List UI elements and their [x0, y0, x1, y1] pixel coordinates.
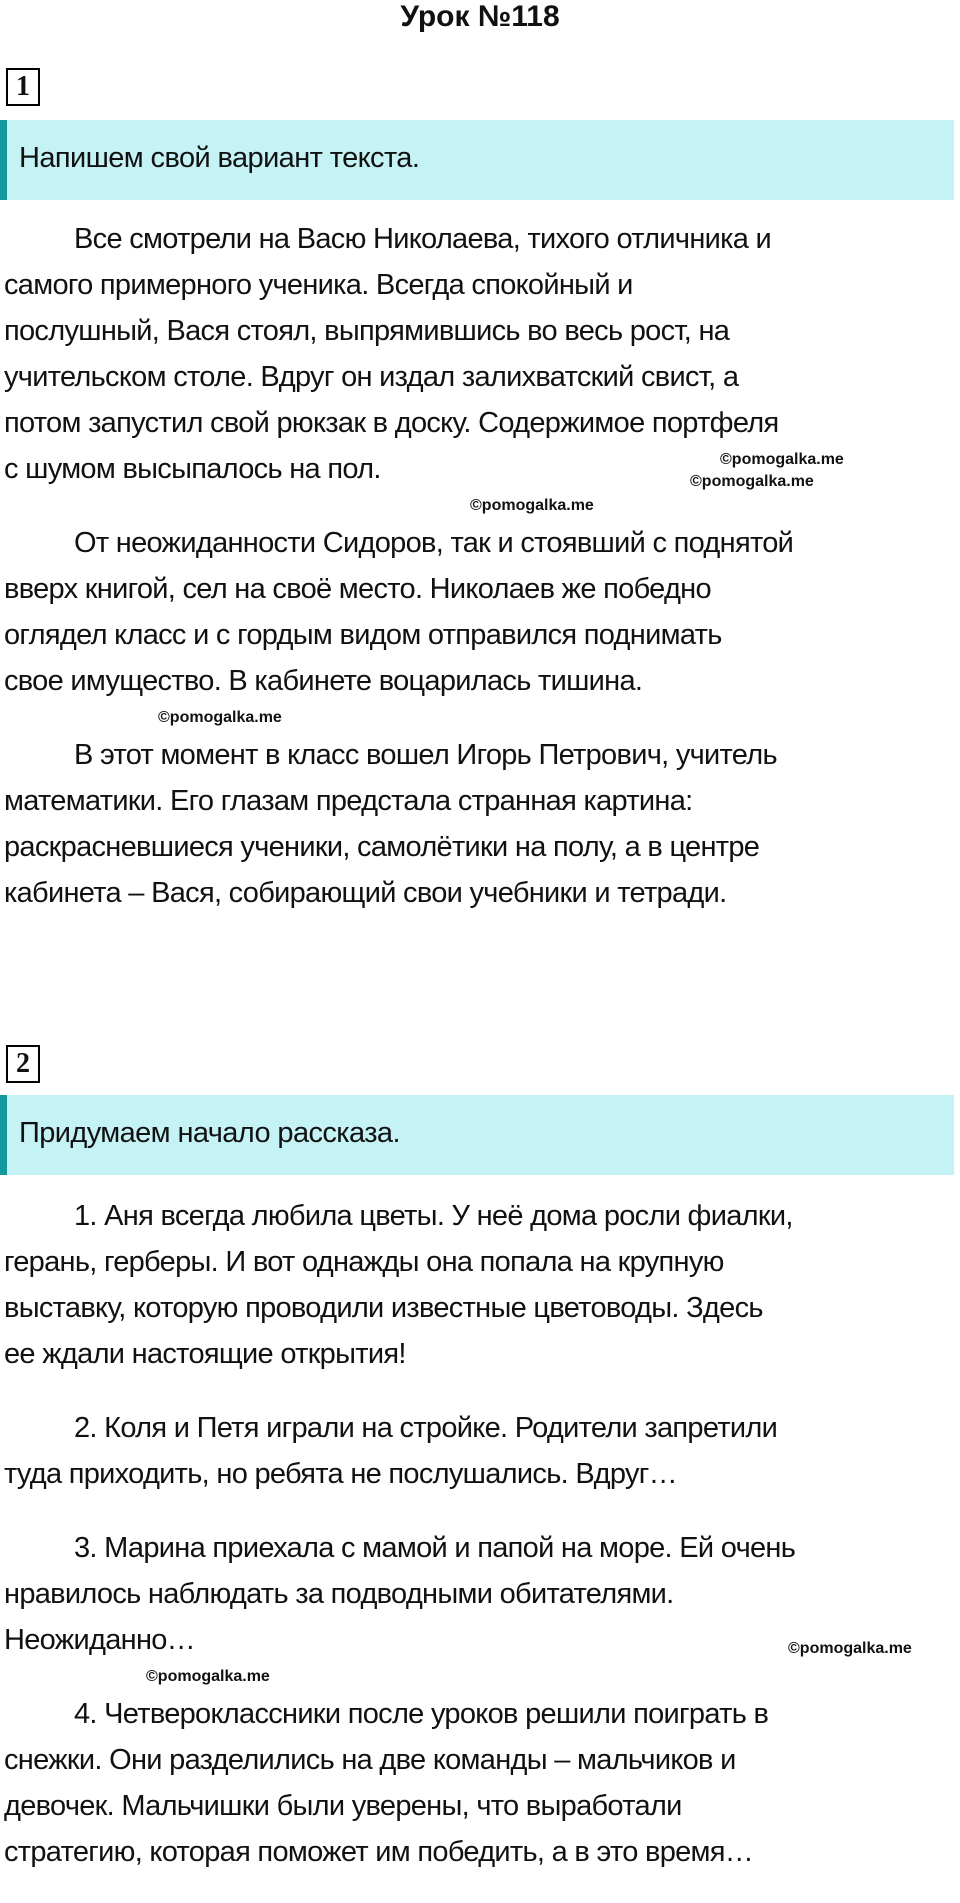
task-number-2: 2 [6, 1045, 40, 1083]
text-line: нравилось наблюдать за подводными обитателями. [4, 1578, 674, 1610]
text-line: оглядел класс и с гордым видом отправился поднимать [4, 619, 722, 651]
text-line: вверх книгой, сел на своё место. Николаев же победно [4, 573, 711, 605]
text-line: туда приходить, но ребята не послушались. Вдруг… [4, 1458, 677, 1490]
text-line: послушный, Вася стоял, выпрямившись во весь рост, на [4, 315, 730, 347]
paragraph [4, 1405, 954, 1497]
text-line: 3. Марина приехала с мамой и папой на море. Ей очень [74, 1532, 796, 1564]
watermark: ©pomogalka.me [788, 1640, 912, 1657]
page-title: Урок №118 [400, 0, 560, 33]
task-banner-2 [0, 1095, 954, 1175]
task-text: Напишем свой вариант текста. [19, 142, 420, 174]
paragraph [4, 732, 954, 916]
paragraph [4, 520, 954, 704]
paragraph [4, 1193, 954, 1377]
text-line: От неожиданности Сидоров, так и стоявший с поднятой [74, 527, 794, 559]
text-line: учительском столе. Вдруг он издал залихватский свист, а [4, 361, 739, 393]
text-line: снежки. Они разделились на две команды – мальчиков и [4, 1744, 736, 1776]
paragraph [4, 1691, 954, 1875]
task-banner-1 [0, 120, 954, 200]
watermark: ©pomogalka.me [720, 451, 844, 468]
text-line: кабинета – Вася, собирающий свои учебники и тетради. [4, 877, 727, 909]
text-line: выставку, которую проводили известные цветоводы. Здесь [4, 1292, 763, 1324]
task-number-1: 1 [6, 68, 40, 106]
text-line: Все смотрели на Васю Николаева, тихого отличника и [74, 223, 772, 255]
text-line: Неожиданно… [4, 1624, 195, 1656]
text-line: ее ждали настоящие открытия! [4, 1338, 406, 1370]
text-line: 4. Четвероклассники после уроков решили поиграть в [74, 1698, 769, 1730]
task-text: Придумаем начало рассказа. [19, 1117, 400, 1149]
text-line: В этот момент в класс вошел Игорь Петрович, учитель [74, 739, 777, 771]
text-line: свое имущество. В кабинете воцарилась тишина. [4, 665, 643, 697]
watermark: ©pomogalka.me [690, 473, 814, 490]
watermark: ©pomogalka.me [470, 497, 594, 514]
text-line: математики. Его глазам предстала странная картина: [4, 785, 693, 817]
text-line: с шумом высыпалось на пол. [4, 453, 381, 485]
section-1-text [4, 216, 954, 944]
text-line: самого примерного ученика. Всегда спокойный и [4, 269, 633, 301]
text-line: 1. Аня всегда любила цветы. У неё дома росли фиалки, [74, 1200, 793, 1232]
text-line: стратегию, которая поможет им победить, а в это время… [4, 1836, 754, 1868]
text-line: герань, герберы. И вот однажды она попала на крупную [4, 1246, 724, 1278]
text-line: девочек. Мальчишки были уверены, что выработали [4, 1790, 682, 1822]
watermark: ©pomogalka.me [158, 709, 282, 726]
watermark: ©pomogalka.me [146, 1668, 270, 1685]
text-line: 2. Коля и Петя играли на стройке. Родители запретили [74, 1412, 778, 1444]
text-line: потом запустил свой рюкзак в доску. Содержимое портфеля [4, 407, 779, 439]
text-line: раскрасневшиеся ученики, самолётики на полу, а в центре [4, 831, 760, 863]
section-2-text [4, 1193, 954, 1903]
